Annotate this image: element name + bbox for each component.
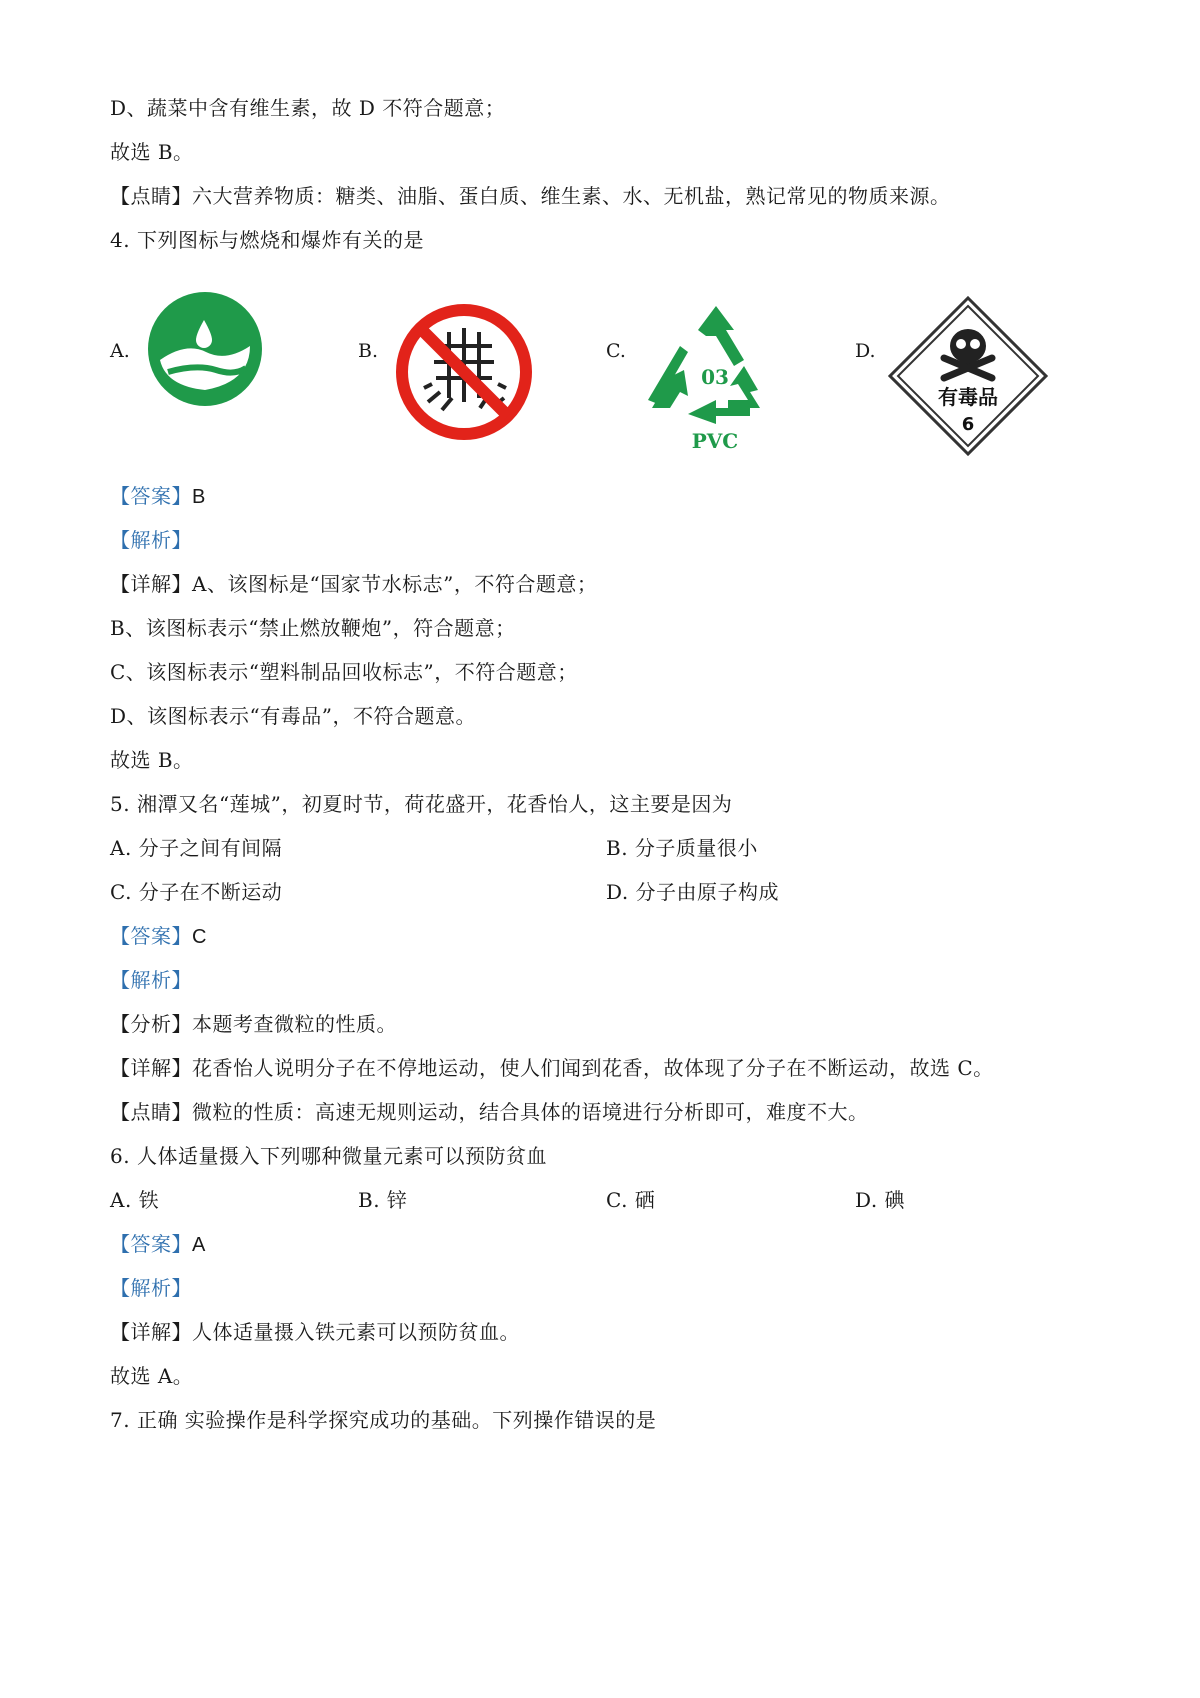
question-5: 5. 湘潭又名“莲城”，初夏时节，荷花盛开，花香怡人，这主要是因为 — [110, 792, 733, 816]
option-c-label: C. — [606, 340, 626, 362]
question-7: 7. 正确 实验操作是科学探究成功的基础。下列操作错误的是 — [110, 1408, 657, 1432]
text-line: C、该图标表示“塑料制品回收标志”，不符合题意； — [110, 660, 578, 684]
option-c: C. 硒 — [606, 1188, 656, 1212]
text-line: 【分析】本题考查微粒的性质。 — [110, 1012, 397, 1036]
option-d-label: D. — [855, 340, 876, 362]
text-line: 故选 B。 — [110, 140, 194, 164]
analysis-heading: 【解析】 — [110, 968, 192, 992]
question-4: 4. 下列图标与燃烧和爆炸有关的是 — [110, 228, 424, 252]
analysis-heading: 【解析】 — [110, 528, 192, 552]
text-line: 【详解】人体适量摄入铁元素可以预防贫血。 — [110, 1320, 520, 1344]
option-a: A. 铁 — [110, 1188, 160, 1212]
plastic-recycling-icon — [640, 300, 790, 460]
option-a-label: A. — [110, 340, 130, 362]
text-line: B、该图标表示“禁止燃放鞭炮”，符合题意； — [110, 616, 516, 640]
water-saving-icon — [146, 290, 264, 408]
text-line: 故选 A。 — [110, 1364, 194, 1388]
recycle-code: 03 — [701, 365, 729, 389]
text-line: 【点睛】微粒的性质：高速无规则运动，结合具体的语境进行分析即可，难度不大。 — [110, 1100, 869, 1124]
option-b: B. 分子质量很小 — [606, 836, 758, 860]
option-c: C. 分子在不断运动 — [110, 880, 283, 904]
text-line: D、蔬菜中含有维生素，故 D 不符合题意； — [110, 96, 506, 120]
option-b: B. 锌 — [358, 1188, 408, 1212]
option-a: A. 分子之间有间隔 — [110, 836, 283, 860]
toxic-label: 有毒品 — [938, 385, 998, 409]
text-line: 【详解】A、该图标是“国家节水标志”，不符合题意； — [110, 572, 598, 596]
text-line: D、该图标表示“有毒品”，不符合题意。 — [110, 704, 476, 728]
option-b-label: B. — [358, 340, 379, 362]
answer-5: 【答案】C — [110, 924, 207, 948]
toxic-substance-icon — [888, 296, 1048, 456]
answer-6: 【答案】A — [110, 1232, 206, 1256]
text-line: 故选 B。 — [110, 748, 194, 772]
answer-4: 【答案】B — [110, 484, 206, 508]
analysis-heading: 【解析】 — [110, 1276, 192, 1300]
no-firecrackers-icon — [394, 302, 534, 442]
option-d: D. 碘 — [855, 1188, 906, 1212]
toxic-class-number: 6 — [961, 414, 975, 435]
question-6: 6. 人体适量摄入下列哪种微量元素可以预防贫血 — [110, 1144, 547, 1168]
text-line: 【点睛】六大营养物质：糖类、油脂、蛋白质、维生素、水、无机盐，熟记常见的物质来源。 — [110, 184, 951, 208]
option-d: D. 分子由原子构成 — [606, 880, 780, 904]
text-line: 【详解】花香怡人说明分子在不停地运动，使人们闻到花香，故体现了分子在不断运动，故选 C。 — [110, 1056, 994, 1080]
recycle-pvc-label: PVC — [691, 429, 739, 453]
